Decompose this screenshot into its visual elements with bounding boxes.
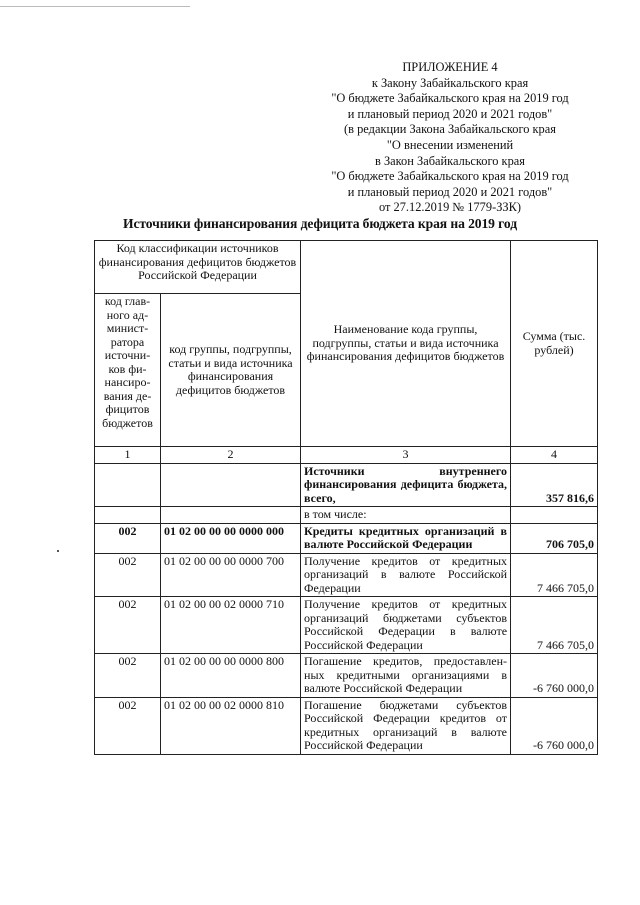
table-row-total <box>95 463 598 507</box>
scan-edge-line <box>0 6 190 7</box>
table-cell <box>161 507 301 524</box>
table-header-row <box>95 241 598 294</box>
row-code: 01 02 00 00 00 0000 700 <box>161 553 301 597</box>
column-header-sum: Сумма (тыс. рублей) <box>511 241 598 447</box>
header-line: и плановый период 2020 и 2021 годов" <box>347 184 553 199</box>
row-admin: 002 <box>95 697 161 754</box>
row-code: 01 02 00 00 00 0000 800 <box>161 654 301 698</box>
table-row-including <box>95 507 598 524</box>
row-name: Получение кредитов от кредитных организаций бюджетами субъектов Российской Федерации в валюте Российской Федерации <box>301 597 511 654</box>
row-name: Получение кредитов от кредитных организаций в валюте Российской Федерации <box>301 553 511 597</box>
table-cell <box>161 463 301 507</box>
table-row <box>95 654 598 698</box>
classification-group-header: Код классификации источников финансирования дефицитов бюджетов Российской Федерации <box>95 241 301 294</box>
table-row <box>95 553 598 597</box>
table-cell <box>95 463 161 507</box>
header-line: в Закон Забайкальского края <box>375 153 525 168</box>
row-code: 01 02 00 00 00 0000 000 <box>161 523 301 553</box>
header-date-number: от 27.12.2019 № 1779-ЗЗК) <box>378 200 522 215</box>
header-line: "О внесении изменений <box>386 137 514 152</box>
header-line: (в редакции Закона Забайкальского края <box>344 122 556 137</box>
row-admin: 002 <box>95 654 161 698</box>
row-amount: 7 466 705,0 <box>511 553 598 597</box>
table-cell <box>511 507 598 524</box>
scan-speck <box>57 550 59 552</box>
column-number: 3 <box>301 447 511 464</box>
row-admin: 002 <box>95 523 161 553</box>
column-number: 2 <box>161 447 301 464</box>
row-name: Погашение бюджетами субъектов Российской Федерации кредитов от кредитных организаций в валюте Российской Федерации <box>301 697 511 754</box>
column-header-admin: код глав-ного ад-минист-ратора источни-ков фи-нансиро-вания де-фицитов бюджетов <box>95 294 161 447</box>
column-header-code: код группы, подгруппы, статьи и вида источника финансирования дефицитов бюджетов <box>161 294 301 447</box>
row-code: 01 02 00 00 02 0000 710 <box>161 597 301 654</box>
header-line: к Закону Забайкальского края <box>371 75 529 90</box>
table-row <box>95 697 598 754</box>
row-amount: -6 760 000,0 <box>511 697 598 754</box>
column-header-name: Наименование кода группы, подгруппы, статьи и вида источника финансирования дефицитов бюджетов <box>301 241 511 447</box>
row-including-label: в том числе: <box>301 507 511 524</box>
table-row <box>95 523 598 553</box>
appendix-number: ПРИЛОЖЕНИЕ 4 <box>402 60 498 74</box>
table-row <box>95 597 598 654</box>
header-line: "О бюджете Забайкальского края на 2019 год <box>331 91 569 106</box>
row-code: 01 02 00 00 02 0000 810 <box>161 697 301 754</box>
row-name: Источники внутреннего финансирования дефицита бюджета, всего, <box>301 463 511 507</box>
header-line: и плановый период 2020 и 2021 годов" <box>347 106 553 121</box>
row-name: Погашение кредитов, предоставлен-ных кредитными организациями в валюте Российской Федерации <box>301 654 511 698</box>
table-cell <box>95 507 161 524</box>
financing-sources-table <box>94 240 598 755</box>
column-number: 4 <box>511 447 598 464</box>
header-line: "О бюджете Забайкальского края на 2019 год <box>331 169 569 184</box>
column-number: 1 <box>95 447 161 464</box>
appendix-header <box>300 60 600 216</box>
row-amount: -6 760 000,0 <box>511 654 598 698</box>
column-number-row <box>95 447 598 464</box>
row-amount: 706 705,0 <box>511 523 598 553</box>
row-amount: 357 816,6 <box>511 463 598 507</box>
row-amount: 7 466 705,0 <box>511 597 598 654</box>
row-name: Кредиты кредитных организаций в валюте Российской Федерации <box>301 523 511 553</box>
document-title: Источники финансирования дефицита бюджета края на 2019 год <box>122 216 517 231</box>
row-admin: 002 <box>95 597 161 654</box>
row-admin: 002 <box>95 553 161 597</box>
